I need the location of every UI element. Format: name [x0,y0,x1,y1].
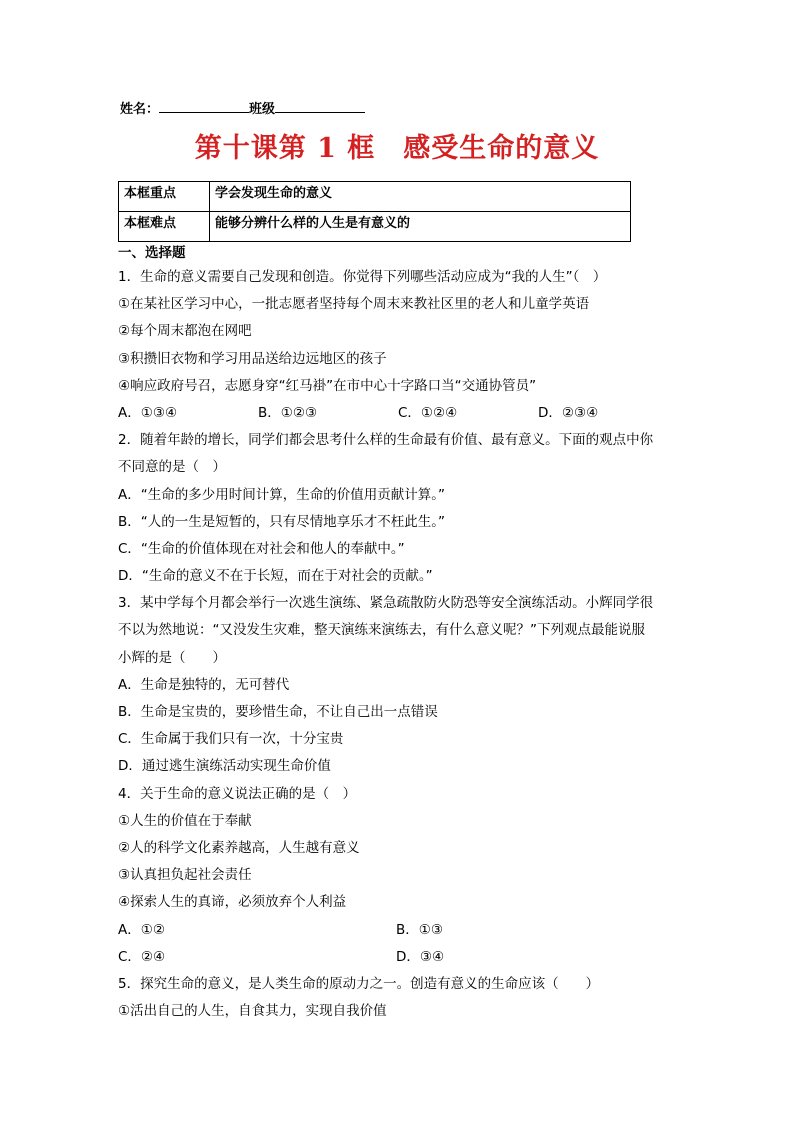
option-d[interactable]: D．③④ [396,948,445,965]
question-4-stem: 4．关于生命的意义说法正确的是（ ） [118,785,357,802]
option-d[interactable]: D．通过逃生演练活动实现生命价值 [118,758,331,775]
name-blank[interactable] [159,100,249,113]
table-row [119,182,631,212]
question-4-options-row-1 [118,917,648,944]
question-3-stem: 小辉的是（ ） [118,649,226,666]
name-label: 姓名： [120,102,160,117]
option-a[interactable]: A．①② [118,921,165,938]
question-1-options [118,400,648,427]
option-c[interactable]: C．生命属于我们只有一次，十分宝贵 [118,731,344,748]
question-4-item: ②人的科学文化素养越高，人生越有意义 [118,839,360,856]
question-4-item: ①人生的价值在于奉献 [118,812,252,829]
question-1-item: ②每个周末都泡在网吧 [118,323,252,340]
table-cell-value: 能够分辨什么样的人生是有意义的 [210,212,631,242]
question-1-item: ④响应政府号召，志愿身穿“红马褂”在市中心十字路口当“交通协管员” [118,377,537,394]
question-3-stem: 3．某中学每个月都会举行一次逃生演练、紧急疏散防火防恐等安全演练活动。小辉同学很 [118,595,654,612]
question-3-stem: 不以为然地说：“又没发生灾难，整天演练来演练去，有什么意义呢？”下列观点最能说服 [118,622,645,639]
question-4-item: ④探索人生的真谛，必须放弃个人利益 [118,894,347,911]
question-1-item: ③积攒旧衣物和学习用品送给边远地区的孩子 [118,350,387,367]
option-b[interactable]: B．“人的一生是短暂的，只有尽情地享乐才不枉此生。” [118,513,445,530]
table-cell-key: 本框难点 [119,212,210,242]
option-d[interactable]: D．“生命的意义不在于长短，而在于对社会的贡献。” [118,568,433,585]
option-a[interactable]: A．“生命的多少用时间计算，生命的价值用贡献计算。” [118,486,445,503]
question-2-stem: 2．随着年龄的增长，同学们都会思考什么样的生命最有价值、最有意义。下面的观点中你 [118,432,654,449]
question-2-stem: 不同意的是（ ） [118,459,226,476]
option-c[interactable]: C．“生命的价值体现在对社会和他人的奉献中。” [118,540,405,557]
page-title: 第十课第 1 框 感受生命的意义 [194,133,600,164]
question-1-stem: 1．生命的意义需要自己发现和创造。你觉得下列哪些活动应成为“我的人生”（ ） [118,269,607,285]
name-class-line [120,98,365,117]
question-5-stem: 5．探究生命的意义，是人类生命的原动力之一。创造有意义的生命应该（ ） [118,975,600,992]
question-4-options-row-2 [118,944,648,971]
table-cell-key: 本框重点 [119,182,210,212]
option-a[interactable]: A．①③④ [118,404,178,421]
question-4-item: ③认真担负起社会责任 [118,867,252,884]
option-b[interactable]: B．生命是宝贵的，要珍惜生命，不让自己出一点错误 [118,704,438,720]
table-cell-value: 学会发现生命的意义 [210,182,631,212]
option-d[interactable]: D．②③④ [538,404,599,421]
class-label: 班级 [249,102,276,117]
option-c[interactable]: C．①②④ [398,404,458,421]
question-content [118,242,654,1025]
option-a[interactable]: A．生命是独特的，无可替代 [118,676,290,693]
option-b[interactable]: B．①②③ [258,404,318,421]
option-b[interactable]: B．①③ [396,921,443,938]
question-1-item: ①在某社区学习中心，一批志愿者坚持每个周末来教社区里的老人和儿童学英语 [118,296,590,313]
section-title: 一、选择题 [118,245,186,261]
question-5-item: ①活出自己的人生，自食其力，实现自我价值 [118,1003,387,1020]
class-blank[interactable] [275,100,365,113]
info-table [118,181,631,242]
table-row [119,212,631,242]
option-c[interactable]: C．②④ [118,948,166,965]
